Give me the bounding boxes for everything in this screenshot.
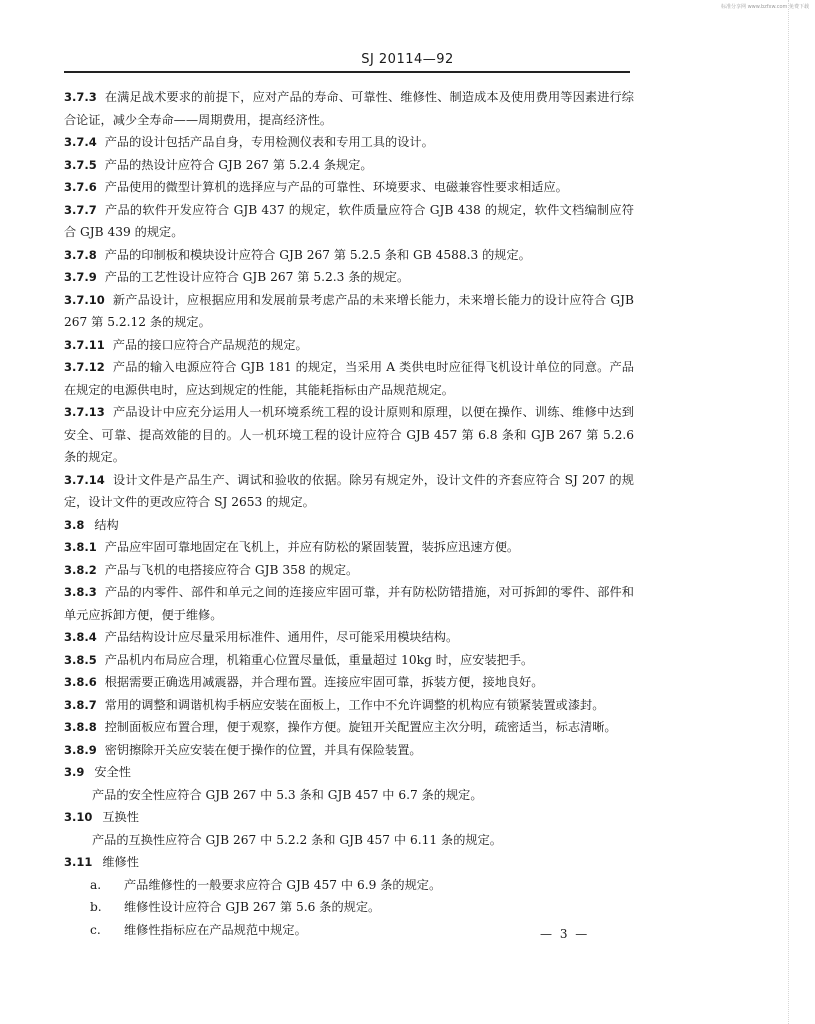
- clause-text: 产品的输入电源应符合 GJB 181 的规定，当采用 A 类供电时应征得飞机设计单位的同意。产品在规定的电源供电时，应达到规定的性能，其能耗指标由产品规范规定。: [64, 360, 634, 397]
- clause-text: 在满足战术要求的前提下，应对产品的寿命、可靠性、维修性、制造成本及使用费用等因素进行综合论证，减少全寿命——周期费用，提高经济性。: [64, 90, 634, 127]
- clause-number: 3.8.1: [64, 540, 97, 554]
- clause-number: 3.7.6: [64, 180, 97, 194]
- clause-text: 产品应牢固可靠地固定在飞机上，并应有防松的紧固装置，装拆应迅速方便。: [104, 540, 520, 554]
- watermark-stamp: 标准分享网 www.bzfxw.com 免费下载: [721, 4, 809, 10]
- clause-text: 产品机内布局应合理，机箱重心位置尽量低，重量超过 10kg 时，应安装把手。: [104, 652, 534, 667]
- clause-text: 产品的互换性应符合 GJB 267 中 5.2.2 条和 GJB 457 中 6.11 条的规定。: [92, 832, 502, 847]
- clause-text: 常用的调整和调谐机构手柄应安装在面板上，工作中不允许调整的机构应有锁紧装置或漆封。: [104, 697, 605, 712]
- clause-paragraph: [64, 626, 634, 649]
- clause-number: 3.7.9: [64, 270, 97, 284]
- clause-number: 3.8.9: [64, 742, 97, 757]
- section-heading: [64, 806, 634, 829]
- clause-paragraph: [64, 199, 634, 244]
- clause-paragraph: [64, 176, 634, 199]
- clause-paragraph: [64, 739, 634, 762]
- list-item-text: 维修性设计应符合 GJB 267 第 5.6 条的规定。: [124, 900, 381, 914]
- section-heading: [64, 761, 634, 784]
- clause-text: 新产品设计，应根据应用和发展前景考虑产品的未来增长能力，未来增长能力的设计应符合 GJB 267 第 5.2.12 条的规定。: [64, 292, 634, 329]
- section-title: 结构: [94, 517, 119, 532]
- clause-number: 3.7.13: [64, 405, 105, 419]
- clause-number: 3.8.7: [64, 697, 97, 712]
- clause-text: 产品的印制板和模块设计应符合 GJB 267 第 5.2.5 条和 GB 4588.3 的规定。: [104, 247, 531, 262]
- section-number: 3.9: [64, 765, 85, 779]
- clause-text: 根据需要正确选用减震器，并合理布置。连接应牢固可靠，拆装方便，接地良好。: [104, 675, 544, 689]
- clause-number: 3.7.7: [64, 202, 97, 217]
- clause-paragraph: [64, 671, 634, 694]
- clause-number: 3.8.2: [64, 562, 97, 577]
- clause-text: 产品的设计包括产品自身，专用检测仪表和专用工具的设计。: [104, 135, 434, 149]
- clause-paragraph: [64, 266, 634, 289]
- clause-text: 产品设计中应充分运用人一机环境系统工程的设计原则和原理，以便在操作、训练、维修中达到安全、可靠、提高效能的目的。人一机环境工程的设计应符合 GJB 457 第 6.8 条和 GJB 267 第 5.2.6 条的规定。: [64, 405, 634, 464]
- clause-number: 3.7.5: [64, 157, 97, 172]
- clause-paragraph: [64, 401, 634, 469]
- clause-number: 3.7.12: [64, 360, 105, 374]
- clause-paragraph: [64, 581, 634, 626]
- clause-text: 产品的安全性应符合 GJB 267 中 5.3 条和 GJB 457 中 6.7 条的规定。: [92, 787, 483, 802]
- section-title: 维修性: [102, 855, 139, 869]
- list-item-text: 维修性指标应在产品规范中规定。: [124, 922, 307, 937]
- clause-text: 密钥擦除开关应安装在便于操作的位置，并具有保险装置。: [104, 742, 422, 757]
- document-body: [64, 86, 634, 941]
- clause-text: 产品与飞机的电搭接应符合 GJB 358 的规定。: [104, 562, 359, 577]
- scan-edge-line: [788, 0, 789, 1024]
- page-header-doc-code: SJ 20114—92: [361, 52, 454, 67]
- list-item: [64, 874, 634, 897]
- clause-number: 3.7.14: [64, 472, 105, 487]
- clause-paragraph: [64, 559, 634, 582]
- clause-number: 3.7.3: [64, 90, 97, 104]
- clause-number: 3.8.8: [64, 720, 97, 734]
- clause-text: 产品使用的微型计算机的选择应与产品的可靠性、环境要求、电磁兼容性要求相适应。: [104, 180, 568, 194]
- list-item: [64, 896, 634, 919]
- clause-paragraph: [64, 131, 634, 154]
- clause-text: 产品的软件开发应符合 GJB 437 的规定，软件质量应符合 GJB 438 的规定，软件文档编制应符合 GJB 439 的规定。: [64, 202, 634, 239]
- clause-paragraph: [64, 649, 634, 672]
- clause-paragraph: [64, 154, 634, 177]
- clause-text: 控制面板应布置合理，便于观察，操作方便。旋钮开关配置应主次分明，疏密适当，标志清晰。: [104, 720, 617, 734]
- list-marker: a.: [90, 877, 102, 892]
- section-title: 互换性: [102, 810, 139, 824]
- clause-paragraph: [64, 289, 634, 334]
- list-marker: b.: [90, 900, 102, 914]
- section-heading: [64, 514, 634, 537]
- clause-paragraph: [64, 244, 634, 267]
- section-number: 3.8: [64, 517, 85, 532]
- clause-number: 3.8.5: [64, 652, 97, 667]
- clause-paragraph: [64, 536, 634, 559]
- section-number: 3.11: [64, 855, 93, 869]
- page-number: — 3 —: [540, 927, 590, 941]
- clause-text: 设计文件是产品生产、调试和验收的依据。除另有规定外，设计文件的齐套应符合 SJ 207 的规定，设计文件的更改应符合 SJ 2653 的规定。: [64, 472, 634, 509]
- clause-paragraph: [64, 716, 634, 739]
- section-title: 安全性: [94, 765, 131, 779]
- clause-paragraph: [64, 86, 634, 131]
- clause-text: 产品的内零件、部件和单元之间的连接应牢固可靠，并有防松防错措施，对可拆卸的零件、部件和单元应拆卸方便，便于维修。: [64, 585, 634, 622]
- clause-paragraph: [64, 469, 634, 514]
- clause-text: 产品的接口应符合产品规范的规定。: [112, 337, 308, 352]
- list-marker: c.: [90, 922, 101, 937]
- section-number: 3.10: [64, 810, 93, 824]
- clause-number: 3.7.10: [64, 292, 105, 307]
- list-item-text: 产品维修性的一般要求应符合 GJB 457 中 6.9 条的规定。: [124, 877, 442, 892]
- clause-number: 3.7.8: [64, 247, 97, 262]
- header-rule: [64, 71, 630, 73]
- clause-paragraph: [64, 356, 634, 401]
- clause-number: 3.7.4: [64, 135, 97, 149]
- clause-number: 3.7.11: [64, 337, 105, 352]
- clause-number: 3.8.6: [64, 675, 97, 689]
- clause-text: 产品的工艺性设计应符合 GJB 267 第 5.2.3 条的规定。: [104, 270, 410, 284]
- clause-text: 产品结构设计应尽量采用标准件、通用件，尽可能采用模块结构。: [104, 630, 459, 644]
- clause-paragraph: [64, 694, 634, 717]
- clause-number: 3.8.3: [64, 585, 97, 599]
- section-heading: [64, 851, 634, 874]
- clause-text: 产品的热设计应符合 GJB 267 第 5.2.4 条规定。: [104, 157, 373, 172]
- clause-paragraph: [64, 334, 634, 357]
- clause-number: 3.8.4: [64, 630, 97, 644]
